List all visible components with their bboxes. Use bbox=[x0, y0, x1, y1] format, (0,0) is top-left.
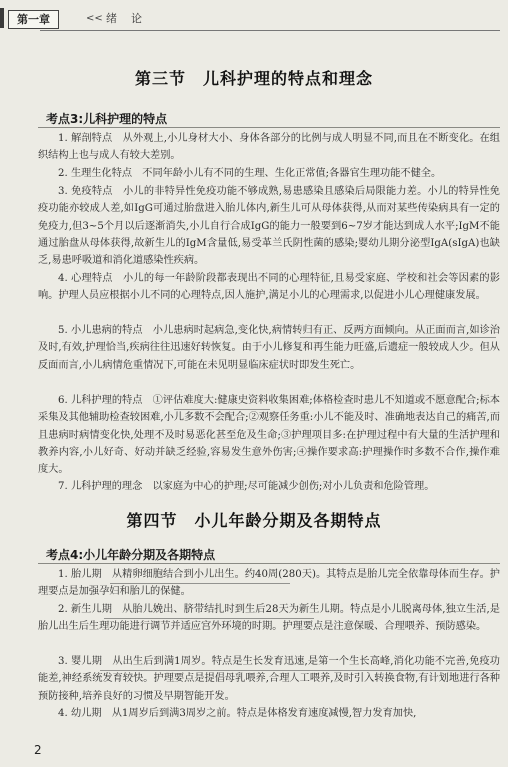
exam-point-3: 考点3:儿科护理的特点 bbox=[46, 112, 168, 126]
double-chevron-icon: << bbox=[86, 13, 103, 24]
paragraph-infancy: 3. 婴儿期 从出生后到满1周岁。特点是生长发育迅速,是第一个生长高峰,消化功能不完善,免疫功能差,神经系统发育较快。护理要点是提倡母乳喂养,合理人工喂养,及时引入转换食物,有计划地进行各种预防接种,培养良好的习惯及早期智能开发。 bbox=[38, 656, 500, 702]
paragraph-illness: 5. 小儿患病的特点 小儿患病时起病急,变化快,病情转归有正、反两方面倾向。从正面而言,如诊治及时,有效,护理恰当,疾病往往迅速好转恢复。由于小儿修复和再生能力旺盛,后遗症一般较成人少。但从反面而言,小儿病情危重情况下,可能在未见明显临床症状时即发生死亡。 bbox=[38, 325, 500, 371]
pen-underline bbox=[110, 583, 290, 584]
header-divider bbox=[40, 30, 500, 31]
paragraph-immunity: 3. 免疫特点 小儿的非特异性免疫功能不够成熟,易患感染且感染后局限能力差。小儿的特异性免疫功能亦较成人差,如IgG可通过胎盘进入胎儿体内,新生儿可从母体获得,从而对某些传染病具有一定的免疫力,但3~5个月以后逐渐消失,小儿自行合成IgG的能力一般要到6~7岁才能达到成人水平;IgM不能通过胎盘从母体获得,故新生儿的IgM含量低,易受革兰氏阴性菌的感染;婴幼儿期分泌型IgA(sIgA)也缺乏,易患呼吸道和消化道感染性疾病。 bbox=[38, 186, 500, 267]
paragraph-physiology: 2. 生理生化特点 不同年龄小儿有不同的生理、生化正常值;各器官生理功能不健全。 bbox=[58, 168, 442, 179]
exam-point-4: 考点4:小儿年龄分期及各期特点 bbox=[46, 548, 216, 562]
paragraph-nursing-features: 6. 儿科护理的特点 ①评估难度大:健康史资料收集困难;体格检查时患儿不知道或不愿意配合;标本采集及其他辅助检查较困难,小儿多数不会配合;②观察任务重:小儿不能及时、准确地表达自己的痛苦,而且患病时病情变化快,处理不及时易恶化甚至危及生命;③护理项目多:在护理过程中有大量的生活护理和教养内容,小儿好奇、好动并缺乏经验,容易发生意外伤害;④操作要求高:护理操作时多数不合作,操作难度大。 bbox=[38, 395, 500, 476]
section-title-3: 第三节 儿科护理的特点和理念 bbox=[134, 69, 373, 88]
paragraph-nursing-philosophy: 7. 儿科护理的理念 以家庭为中心的护理;尽可能减少创伤;对小儿负责和危险管理。 bbox=[58, 481, 435, 492]
paragraph-toddler-period: 4. 幼儿期 从1周岁后到满3周岁之前。特点是体格发育速度减慢,智力发育加快, bbox=[58, 708, 417, 719]
pen-underline bbox=[104, 618, 314, 619]
page-number: 2 bbox=[34, 743, 42, 757]
exam-point-divider-2 bbox=[38, 563, 500, 564]
pen-underline bbox=[100, 670, 500, 671]
pen-underline bbox=[300, 337, 496, 338]
section-title-4: 第四节 小儿年龄分期及各期特点 bbox=[126, 511, 382, 530]
pen-underline bbox=[174, 409, 270, 410]
exam-point-divider bbox=[38, 127, 500, 128]
running-header bbox=[0, 0, 508, 36]
chapter-name: 绪论 bbox=[106, 12, 156, 25]
paragraph-fetal-period: 1. 胎儿期 从精卵细胞结合到小儿出生。约40周(280天)。其特点是胎儿完全依靠母体而生存。护理要点是加强孕妇和胎儿的保健。 bbox=[38, 569, 500, 598]
header-marker bbox=[0, 8, 4, 28]
paragraph-psychology: 4. 心理特点 小儿的每一年龄阶段都表现出不同的心理特征,且易受家庭、学校和社会等因素的影响。护理人员应根据小儿不同的心理特点,因人施护,满足小儿的心理需求,以促进小儿心理健康发展。 bbox=[38, 273, 500, 302]
chapter-label: 第一章 bbox=[8, 10, 59, 29]
paragraph-neonatal-period: 2. 新生儿期 从胎儿娩出、脐带结扎时到生后28天为新生儿期。特点是小儿脱离母体,独立生活,是胎儿出生后生理功能进行调节并适应宫外环境的时期。护理要点是注意保暖、合理喂养、预防感染。 bbox=[38, 604, 500, 633]
paragraph-anatomy: 1. 解剖特点 从外观上,小儿身材大小、身体各部分的比例与成人明显不同,而且在不断变化。在组织结构上也与成人有较大差别。 bbox=[38, 133, 500, 162]
